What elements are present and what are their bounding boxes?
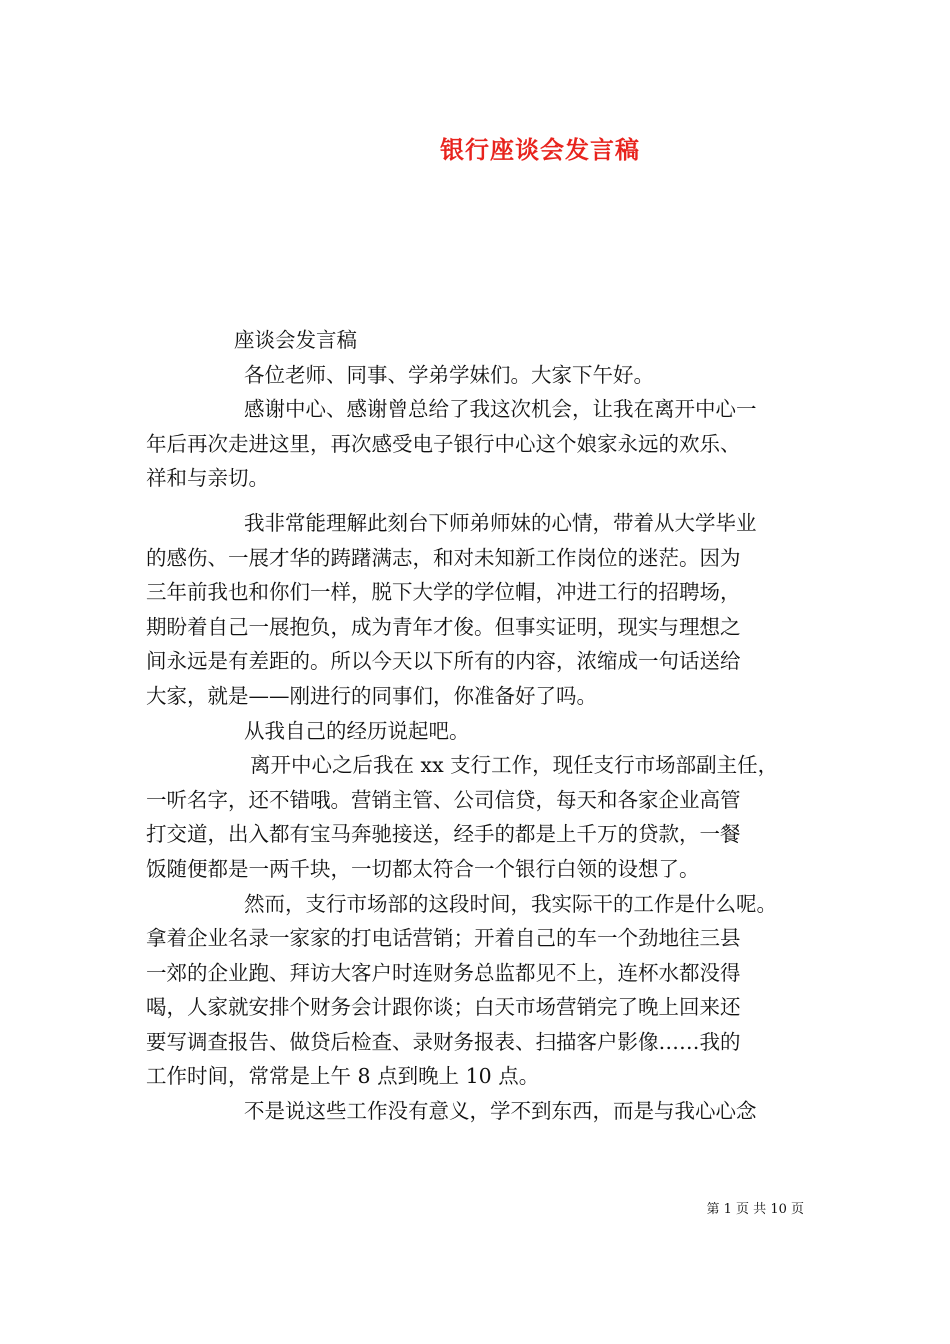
paragraph bbox=[146, 506, 816, 714]
text-line: 打交道，出入都有宝马奔驰接送，经手的都是上千万的贷款，一餐 bbox=[146, 822, 741, 847]
text-line: 工作时间，常常是上午 8 点到晚上 10 点。 bbox=[146, 1064, 540, 1089]
text-line: 然而，支行市场部的这段时间，我实际干的工作是什么呢。 bbox=[244, 891, 777, 916]
text-line: 三年前我也和你们一样，脱下大学的学位帽，冲进工行的招聘场， bbox=[146, 580, 741, 605]
text-line: 年后再次走进这里，再次感受电子银行中心这个娘家永远的欢乐、 bbox=[146, 431, 741, 456]
text-line: 不是说这些工作没有意义，学不到东西，而是与我心心念 bbox=[244, 1099, 757, 1124]
paragraph-spacer bbox=[146, 496, 816, 506]
paragraph bbox=[146, 392, 816, 496]
text-line: 的感伤、一展才华的踌躇满志，和对未知新工作岗位的迷茫。因为 bbox=[146, 545, 741, 570]
text-line: 饭随便都是一两千块，一切都太符合一个银行白领的设想了。 bbox=[146, 856, 700, 881]
text-line: 我非常能理解此刻台下师弟师妹的心情，带着从大学毕业 bbox=[244, 510, 757, 535]
text-line: 拿着企业名录一家家的打电话营销；开着自己的车一个劲地往三县 bbox=[146, 926, 741, 951]
paragraph bbox=[146, 323, 816, 358]
text-line: 间永远是有差距的。所以今天以下所有的内容，浓缩成一句话送给 bbox=[146, 649, 741, 674]
paragraph bbox=[146, 887, 816, 1095]
text-line: 从我自己的经历说起吧。 bbox=[244, 718, 470, 743]
page-title: 银行座谈会发言稿 bbox=[440, 135, 640, 164]
text-line: 各位老师、同事、学弟学妹们。大家下午好。 bbox=[244, 362, 654, 387]
text-line: 离开中心之后我在 xx 支行工作，现任支行市场部副主任， bbox=[250, 753, 779, 778]
text-line: 祥和与亲切。 bbox=[146, 466, 269, 491]
paragraph bbox=[146, 1094, 816, 1129]
text-line: 一郊的企业跑、拜访大客户时连财务总监都见不上，连杯水都没得 bbox=[146, 960, 741, 985]
text-line: 一听名字，还不错哦。营销主管、公司信贷，每天和各家企业高管 bbox=[146, 787, 741, 812]
paragraph bbox=[146, 358, 816, 393]
paragraph bbox=[146, 714, 816, 749]
text-line: 感谢中心、感谢曾总给了我这次机会，让我在离开中心一 bbox=[244, 397, 757, 422]
text-line: 大家，就是——刚进行的同事们，你准备好了吗。 bbox=[146, 683, 597, 708]
text-line: 期盼着自己一展抱负，成为青年才俊。但事实证明，现实与理想之 bbox=[146, 614, 741, 639]
document-body bbox=[146, 323, 816, 1129]
text-line: 座谈会发言稿 bbox=[234, 328, 357, 352]
page-footer: 第 1 页 共 10 页 bbox=[706, 1202, 804, 1217]
text-line: 要写调查报告、做贷后检查、录财务报表、扫描客户影像……我的 bbox=[146, 1029, 741, 1054]
paragraph bbox=[146, 748, 816, 886]
text-line: 喝，人家就安排个财务会计跟你谈；白天市场营销完了晚上回来还 bbox=[146, 995, 741, 1020]
